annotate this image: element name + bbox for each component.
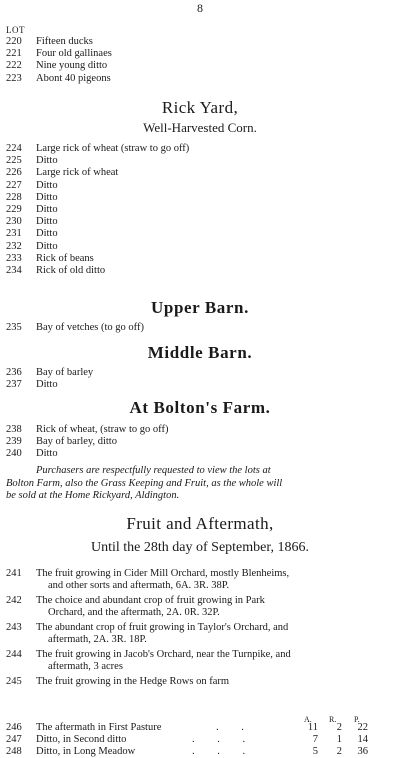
lot-description: Ditto <box>36 191 58 203</box>
lot-number: 241 <box>6 568 22 579</box>
lot-description-line: The fruit growing in the Hedge Rows on farm <box>36 676 230 687</box>
lot-number: 243 <box>6 622 22 633</box>
lot-number: 236 <box>6 367 22 378</box>
lot-number: 237 <box>6 379 22 391</box>
leader-dots: . . . <box>192 746 256 757</box>
lot-row <box>6 448 376 460</box>
lot-row <box>6 143 376 155</box>
leader-dots: . . . <box>192 734 256 745</box>
lot-description: Ditto, in Long Meadow <box>36 746 136 757</box>
lot-number: 244 <box>6 649 22 660</box>
lot-description: Nine young ditto <box>36 60 108 72</box>
lot-description: Bay of barley, ditto <box>36 436 117 448</box>
lot-description: Ditto <box>36 155 58 167</box>
perches-value: 22 <box>357 722 368 733</box>
lot-number: 246 <box>6 722 22 733</box>
lot-number: 235 <box>6 322 22 333</box>
leader-dots: . . <box>216 722 254 733</box>
lot-description-line: aftermath, 2A. 3R. 18P. <box>48 634 147 646</box>
lot-description: Ditto <box>36 179 58 191</box>
lot-number: 238 <box>6 424 22 435</box>
lot-number: 233 <box>6 252 22 264</box>
lot-description: Large rick of wheat (straw to go off) <box>36 143 190 154</box>
lot-list-upper-barn <box>6 322 376 334</box>
lot-list-boltons-farm <box>6 424 376 461</box>
lot-description: Ditto <box>36 448 58 460</box>
lot-description: Bay of vetches (to go off) <box>36 322 144 333</box>
lot-row <box>6 180 376 192</box>
lot-description-line: aftermath, 3 acres <box>48 661 123 673</box>
page-number: 8 <box>197 1 203 15</box>
lot-description: Bay of barley <box>36 367 94 378</box>
lot-number: 239 <box>6 436 22 448</box>
lot-number: 245 <box>6 676 22 687</box>
lot-row <box>6 73 376 85</box>
roods-value: 2 <box>336 722 342 733</box>
perches-header: P. <box>354 715 360 724</box>
lot-row <box>6 367 376 379</box>
lot-row <box>6 228 376 240</box>
acres-value: 11 <box>307 722 318 733</box>
lot-description: Ditto, in Second ditto <box>36 734 127 745</box>
lot-number: 223 <box>6 72 22 84</box>
lot-list-middle-barn <box>6 367 376 391</box>
measure-row <box>6 722 391 734</box>
lot-number: 222 <box>6 60 22 72</box>
lot-description-line: The choice and abundant crop of fruit growing in Park <box>36 595 265 606</box>
lot-description: Ditto <box>36 228 58 240</box>
lot-description: Ditto <box>36 216 58 228</box>
lot-entry <box>6 649 391 676</box>
lot-number: 247 <box>6 734 22 745</box>
lot-number: 224 <box>6 143 22 154</box>
lot-number: 240 <box>6 448 22 460</box>
lot-entry <box>6 568 391 595</box>
lot-entry <box>6 676 391 690</box>
lot-description-line: and other sorts and aftermath, 6A. 3R. 38P. <box>48 580 230 592</box>
lot-row <box>6 265 376 277</box>
lot-number: 231 <box>6 228 22 240</box>
lot-entry <box>6 622 391 649</box>
lot-row <box>6 379 376 391</box>
lot-number: 220 <box>6 36 22 47</box>
lot-number: 242 <box>6 595 22 606</box>
lot-number: 248 <box>6 746 22 757</box>
lot-description: Four old gallinaes <box>36 48 112 60</box>
acres-header: A. <box>304 715 312 724</box>
acres-value: 7 <box>312 734 318 745</box>
lot-description: Abont 40 pigeons <box>36 72 111 84</box>
perches-value: 36 <box>357 746 368 757</box>
lot-description: Rick of old ditto <box>36 264 106 276</box>
roods-value: 1 <box>336 734 342 745</box>
lot-row <box>6 155 376 167</box>
lot-description: Large rick of wheat <box>36 167 119 179</box>
lot-list-livestock <box>6 36 376 85</box>
lot-row <box>6 253 376 265</box>
measure-row <box>6 734 391 746</box>
roods-header: R. <box>329 715 337 724</box>
lot-row <box>6 424 376 436</box>
lot-description: Rick of wheat, (straw to go off) <box>36 424 169 435</box>
lot-description: Ditto <box>36 240 58 252</box>
lot-column-header: LOT <box>6 25 25 35</box>
lot-description: Rick of beans <box>36 252 94 264</box>
section-subtitle-until-date: Until the 28th day of September, 1866. <box>91 540 309 555</box>
lot-row <box>6 167 376 179</box>
lot-number: 227 <box>6 179 22 191</box>
acres-value: 5 <box>312 746 318 757</box>
perches-value: 14 <box>357 734 368 745</box>
lot-entry <box>6 595 391 622</box>
lot-row <box>6 60 376 72</box>
lot-description-line: The fruit growing in Jacob's Orchard, near the Turnpike, and <box>36 649 291 660</box>
lot-row <box>6 216 376 228</box>
notice-line: Purchasers are respectfully requested to view the lots at <box>36 465 271 476</box>
viewing-notice <box>6 465 386 503</box>
roods-value: 2 <box>336 746 342 757</box>
lot-description: Fifteen ducks <box>36 36 93 47</box>
section-subtitle-corn: Well-Harvested Corn. <box>143 120 257 135</box>
lot-number: 226 <box>6 167 22 179</box>
lot-description-line: Orchard, and the aftermath, 2A. 0R. 32P. <box>48 607 220 619</box>
lot-row <box>6 36 376 48</box>
lot-row <box>6 322 376 334</box>
lot-number: 232 <box>6 240 22 252</box>
lot-row <box>6 241 376 253</box>
lot-number: 230 <box>6 216 22 228</box>
measure-row <box>6 746 391 758</box>
lot-number: 234 <box>6 264 22 276</box>
lot-number: 221 <box>6 48 22 60</box>
lot-row <box>6 436 376 448</box>
lot-description-line: The abundant crop of fruit growing in Taylor's Orchard, and <box>36 622 289 633</box>
lot-list-rick-yard <box>6 143 376 277</box>
lot-number: 229 <box>6 203 22 215</box>
notice-line: be sold at the Home Rickyard, Aldington. <box>6 490 180 501</box>
section-title-rick-yard: Rick Yard, <box>161 98 239 117</box>
lot-row <box>6 204 376 216</box>
lot-description: Ditto <box>36 379 58 391</box>
section-title-boltons-farm: At Bolton's Farm. <box>129 398 271 417</box>
lot-description-line: The fruit growing in Cider Mill Orchard, mostly Blenheims, <box>36 568 290 579</box>
section-title-fruit-aftermath: Fruit and Aftermath, <box>126 514 274 533</box>
section-title-upper-barn: Upper Barn. <box>151 298 249 317</box>
lot-row <box>6 48 376 60</box>
lot-number: 225 <box>6 155 22 167</box>
notice-line: Bolton Farm, also the Grass Keeping and Fruit, as the whole will <box>6 477 283 489</box>
section-title-middle-barn: Middle Barn. <box>147 343 253 362</box>
lot-description: The aftermath in First Pasture <box>36 722 162 733</box>
lot-number: 228 <box>6 191 22 203</box>
lot-row <box>6 192 376 204</box>
lot-list-fruit <box>6 568 391 690</box>
lot-description: Ditto <box>36 203 58 215</box>
